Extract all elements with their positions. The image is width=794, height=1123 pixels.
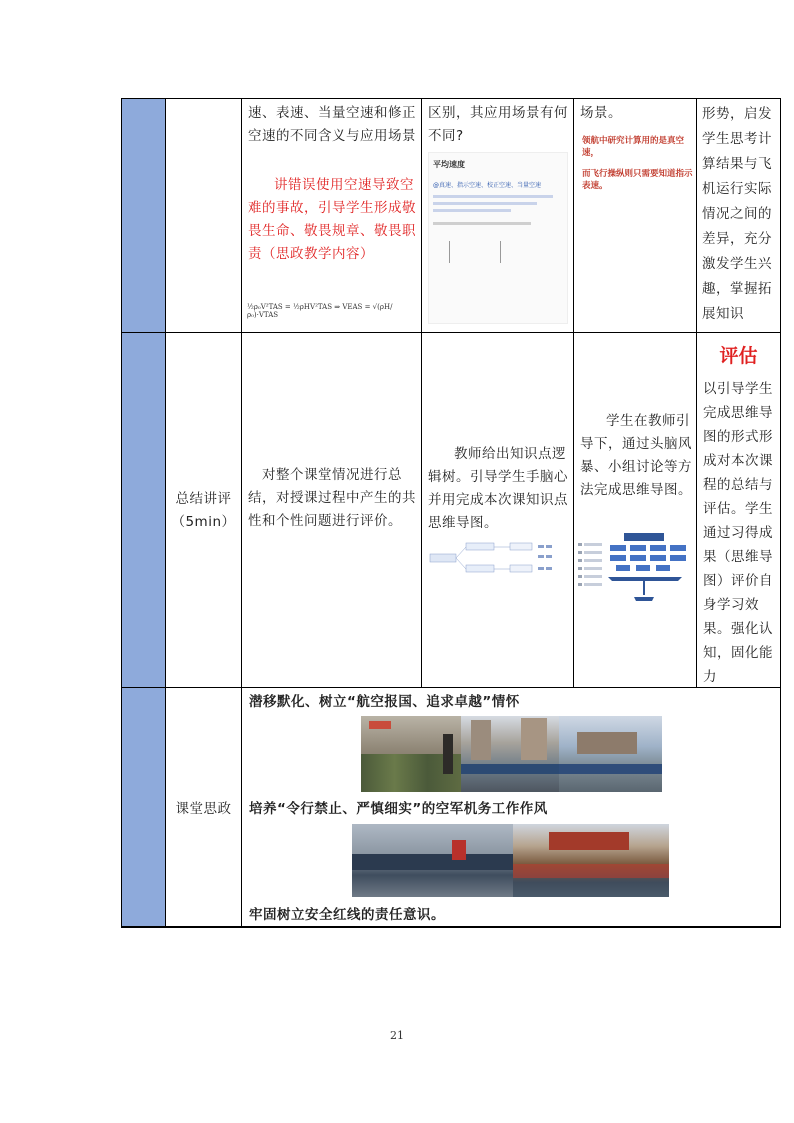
row1-col5-text: 场景。 — [580, 105, 622, 121]
row1-col4-slide — [428, 152, 568, 324]
col-border-5 — [696, 98, 697, 687]
logic-tree-icon — [428, 541, 568, 575]
mind-map-image — [578, 531, 692, 605]
slide-formula-icon — [449, 241, 501, 263]
airplane-mind-map-icon — [578, 531, 692, 605]
photo-gate-ceremony — [513, 824, 669, 897]
row3-label: 课堂思政 — [175, 801, 232, 817]
photo-march-field — [352, 824, 513, 897]
col-border-2 — [241, 98, 242, 928]
row2-col4-text: 教师给出知识点逻辑树。引导学生手脑心并用完成本次课知识点思维导图。 — [428, 446, 568, 531]
row3-line1: 潜移默化、树立“航空报国、追求卓越”情怀 — [249, 694, 520, 710]
row3-line3: 牢固树立安全红线的责任意识。 — [249, 907, 445, 923]
row2-bottom-border — [121, 687, 781, 688]
row2-col6-title: 评估 — [719, 345, 758, 367]
photo-classroom — [361, 716, 461, 792]
slide-line1: @真速、指示空速、校正空速、当量空速 — [433, 182, 542, 189]
row2-col6-text: 以引导学生完成思维导图的形式形成对本次课程的总结与评估。学生通过习得成果（思维导图）评价自身学习效果。强化认知，固化能力 — [703, 381, 773, 685]
logic-tree-image — [428, 541, 568, 575]
photo-parade-street — [461, 716, 559, 792]
blue-column-row1 — [122, 99, 165, 332]
row1-formula: ½ρ₀V²TAS = ½ρHV²TAS ⇒ VEAS = √(ρH/ρ₀)·VTAS — [247, 303, 393, 319]
blue-column-row2 — [122, 333, 165, 687]
row2-label-title: 总结讲评 — [175, 491, 232, 507]
row2-label — [166, 488, 241, 534]
row2-col5-text: 学生在教师引导下，通过头脑风暴、小组讨论等方法完成思维导图。 — [580, 413, 692, 498]
slide-blur-lines — [433, 195, 563, 225]
col-border-3 — [421, 98, 422, 687]
page-number: 21 — [390, 1029, 404, 1042]
row1-col3-red-text: 讲错误使用空速导致空难的事故，引导学生形成敬畏生命、敬畏规章、敬畏职责（思政教学内容） — [248, 177, 416, 262]
row3-line2: 培养“令行禁止、严慎细实”的空军机务工作作风 — [249, 801, 548, 817]
blue-column-row3 — [122, 688, 165, 926]
row2-col3-text: 对整个课堂情况进行总结，对授课过程中产生的共性和个性问题进行评价。 — [248, 467, 416, 529]
row2-label-time: （5min） — [171, 514, 236, 530]
row1-col4-text: 区别，其应用场景有何不同? — [428, 105, 568, 144]
table-top-border — [121, 98, 781, 99]
col-border-4 — [573, 98, 574, 687]
row1-bottom-border — [121, 332, 781, 333]
photo-formation-square — [559, 716, 662, 792]
row1-col6-text: 形势，启发学生思考计算结果与飞机运行实际情况之间的差异，充分激发学生兴趣，掌握拓展知识 — [702, 106, 772, 322]
col-border-6 — [780, 98, 781, 928]
row1-col5-red-line1: 领航中研究计算用的是真空速， — [582, 136, 685, 158]
row1-col3-text: 速、表速、当量空速和修正空速的不同含义与应用场景 — [248, 105, 416, 144]
slide-title: 平均速度 — [433, 160, 465, 169]
row1-col5-red-line2: 而飞行操纵则只需要知道指示表速。 — [582, 169, 693, 191]
